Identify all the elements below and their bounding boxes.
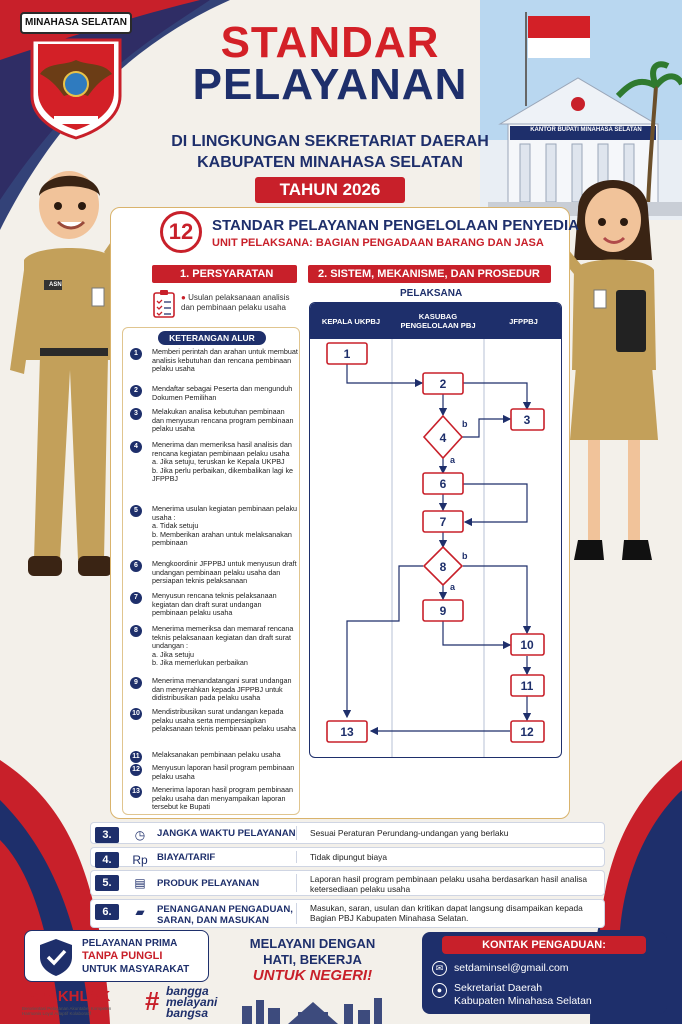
contact-email[interactable]: setdaminsel@gmail.com	[454, 962, 569, 974]
contact-heading: KONTAK PENGADUAN:	[442, 936, 646, 954]
note-number-badge: 2	[130, 385, 142, 397]
note-number-badge: 1	[130, 348, 142, 360]
note-number-badge: 13	[130, 786, 142, 798]
note-text: Memberi perintah dan arahan untuk membuat analisis kebutuhan dan rencana pembinaan pelaku usaha	[152, 347, 298, 374]
note-text: Mendistribusikan surat undangan kepada pelaku usaha serta mempersiapkan pelaksanaan teknis pembinaan pelaku usaha	[152, 707, 296, 734]
chat-icon: ▰	[135, 905, 145, 919]
row-divider	[296, 874, 297, 892]
contact-address-line2: Kabupaten Minahasa Selatan	[454, 995, 592, 1007]
note-text: Menerima usulan kegiatan pembinaan pelaku usaha : a. Tidak setuju b. Memberikan arahan untuk melaksanakan pembinaan	[152, 504, 298, 548]
note-text: Menerima laporan hasil program pembinaan pelaku usaha dan menyampaikan laporan tersebut ke Bupati	[152, 785, 294, 812]
row-value: Sesuai Peraturan Perundang-undangan yang berlaku	[310, 828, 509, 838]
row-label: PRODUK PELAYANAN	[157, 877, 260, 889]
note-number-badge: 6	[130, 560, 142, 572]
node-12: 12	[520, 725, 534, 739]
subtitle-line1: DI LINGKUNGAN SEKRETARIAT DAERAH	[171, 133, 489, 150]
note-number-badge: 8	[130, 625, 142, 637]
node-13: 13	[340, 725, 354, 739]
motto-line1: MELAYANI DENGAN	[249, 936, 376, 951]
region-badge: MINAHASA SELATAN	[20, 12, 132, 34]
note-number-badge: 4	[130, 441, 142, 453]
row-value: Tidak dipungut biaya	[310, 852, 387, 862]
asn-tag: ASN	[49, 282, 62, 288]
service-details	[90, 822, 605, 928]
city-skyline-illustration	[238, 992, 388, 1024]
document-icon: ▤	[134, 876, 146, 890]
standard-title: STANDAR PELAYANAN PENGELOLAAN PENYEDIA	[212, 217, 579, 234]
flow-note-item	[130, 385, 298, 402]
note-text: Melaksanakan pembinaan pelaku usaha	[152, 750, 281, 759]
clock-icon: ◷	[134, 828, 146, 842]
flow-note-item	[130, 505, 298, 548]
flow-note-item	[130, 751, 298, 760]
row-label: JANGKA WAKTU PELAYANAN	[157, 827, 296, 839]
row-divider	[296, 903, 297, 924]
node-8: 8	[439, 560, 447, 574]
row-number: 4.	[95, 852, 119, 868]
flow-note-item	[130, 625, 298, 668]
flow-note-item	[130, 408, 298, 434]
bangga-melayani-logo: bangga melayani bangsa	[166, 984, 218, 1020]
badge-line1: PELAYANAN PRIMA	[82, 938, 178, 949]
badge-line3: UNTUK MASYARAKAT	[82, 964, 190, 975]
row-value: Masukan, saran, usulan dan kritikan dapat langsung disampaikan kepada Bagian PBJ Kabupaten Minahasa Selatan.	[310, 903, 583, 923]
shield-check-icon	[37, 937, 75, 977]
note-number-badge: 11	[130, 751, 142, 763]
flow-note-item	[130, 677, 298, 703]
coat-of-arms-icon	[24, 36, 128, 140]
year-banner: TAHUN 2026	[255, 177, 405, 203]
note-text: Menyusun rencana teknis pelaksanaan kegiatan dan draft surat undangan pembinaan pelaku usaha	[152, 591, 277, 618]
title-line1: STANDAR	[220, 18, 440, 67]
column-head-kepala: KEPALA UKPBJ	[321, 316, 381, 326]
clipboard-icon	[152, 290, 176, 318]
row-divider	[296, 826, 297, 840]
flow-note-item	[130, 592, 298, 618]
node-11: 11	[520, 679, 534, 693]
node-4: 4	[439, 431, 447, 445]
flow-note-item	[130, 348, 298, 374]
node-6: 6	[439, 477, 447, 491]
bangga-hash-icon: #	[145, 986, 160, 1016]
mail-icon: ✉	[432, 961, 447, 976]
branch-a-label: a	[450, 455, 456, 465]
requirement-text: ● Usulan pelaksanaan analisis dan pembinaan pelaku usaha	[181, 293, 290, 312]
flow-note-item	[130, 441, 298, 484]
note-text: Menerima dan memeriksa hasil analisis dan rencana kegiatan pembinaan pelaku usaha a. Jika setuju, teruskan ke Kepala UKPBJ b. Jika perlu perbaikan, dikembalikan lagi ke JFPPBJ	[152, 440, 294, 484]
node-3: 3	[523, 413, 531, 427]
note-number-badge: 10	[130, 708, 142, 720]
row-label: BIAYA/TARIF	[157, 851, 216, 863]
flow-note-item	[130, 764, 298, 781]
node-1: 1	[343, 347, 351, 361]
flow-notes-heading: KETERANGAN ALUR	[158, 331, 266, 345]
subtitle-line2: KABUPATEN MINAHASA SELATAN	[197, 154, 463, 171]
standard-unit: UNIT PELAKSANA: BAGIAN PENGADAAN BARANG DAN JASA	[212, 237, 544, 249]
note-text: Menyusun laporan hasil program pembinaan pelaku usaha	[152, 763, 295, 781]
column-head-jfppbj: JFPPBJ	[509, 316, 538, 326]
row-number: 3.	[95, 827, 119, 843]
row-divider	[296, 851, 297, 863]
service-row	[90, 899, 605, 928]
berakhlak-tagline: Berorientasi Pelayanan Akuntabel Kompeten Harmonis Loyal Adaptif Kolaboratif	[22, 1006, 112, 1016]
location-pin-icon: ●	[432, 983, 447, 998]
note-text: Mengkoordinir JFPPBJ untuk menyusun draft undangan pembinaan pelaku usaha dan persiapan teknis pelaksanaan	[152, 559, 297, 586]
berakhlak-logo: BerAKHLAK	[22, 988, 111, 1005]
flowchart-diagram	[310, 303, 562, 758]
title-line2: PELAYANAN	[192, 60, 468, 109]
flow-note-item	[130, 708, 298, 734]
note-number-badge: 7	[130, 592, 142, 604]
note-text: Melakukan analisa kebutuhan pembinaan dan menyusun rencana program pembinaan pelaku usaha	[152, 407, 294, 434]
motto-line3: UNTUK NEGERI!	[252, 967, 373, 984]
row-label: PENANGANAN PENGADUAN, SARAN, DAN MASUKAN	[157, 904, 293, 926]
service-row	[90, 847, 605, 867]
row-number: 6.	[95, 904, 119, 920]
rupiah-icon: Rp	[132, 853, 148, 867]
node-2: 2	[439, 377, 447, 391]
note-number-badge: 5	[130, 505, 142, 517]
contact-address-line1: Sekretariat Daerah	[454, 982, 543, 994]
branch-b-label: b	[462, 419, 468, 429]
building-sign: KANTOR BUPATI MINAHASA SELATAN	[530, 127, 642, 133]
service-row	[90, 870, 605, 896]
note-number-badge: 12	[130, 764, 142, 776]
flow-note-item	[130, 560, 298, 586]
note-number-badge: 9	[130, 677, 142, 689]
node-7: 7	[439, 515, 447, 529]
row-value: Laporan hasil program pembinaan pelaku usaha berdasarkan hasil analisa ketersediaan pelaku usaha	[310, 874, 588, 894]
row-number: 5.	[95, 875, 119, 891]
column-head-kasubag: KASUBAG PENGELOLAAN PBJ	[400, 312, 476, 330]
note-text: Menerima menandatangani surat undangan dan menyerahkan kepada JFPPBJ untuk didistribusikan pada pelaku usaha	[152, 676, 292, 703]
node-9: 9	[439, 604, 447, 618]
note-number-badge: 3	[130, 408, 142, 420]
branch-a-label: a	[450, 582, 456, 592]
node-10: 10	[520, 638, 534, 652]
section-requirements-heading: 1. PERSYARATAN	[152, 265, 297, 283]
note-text: Menerima memeriksa dan memaraf rencana teknis pelaksanaan kegiatan dan draft surat undangan : a. Jika setuju b. Jika memerlukan perbaikan	[152, 624, 294, 668]
note-text: Mendaftar sebagai Peserta dan mengunduh Dokumen Pemilihan	[152, 384, 293, 402]
section-procedure-heading: 2. SISTEM, MEKANISME, DAN PROSEDUR	[308, 265, 551, 283]
flowchart	[309, 302, 562, 758]
motto-line2: HATI, BEKERJA	[263, 952, 362, 967]
branch-b-label: b	[462, 551, 468, 561]
badge-line2: TANPA PUNGLI	[82, 950, 163, 962]
flow-title: PELAKSANA	[400, 288, 463, 299]
page-title	[140, 18, 520, 109]
service-row	[90, 822, 605, 844]
flow-note-item	[130, 786, 298, 812]
regency-logo	[20, 12, 132, 140]
standard-number: 12	[160, 211, 202, 253]
